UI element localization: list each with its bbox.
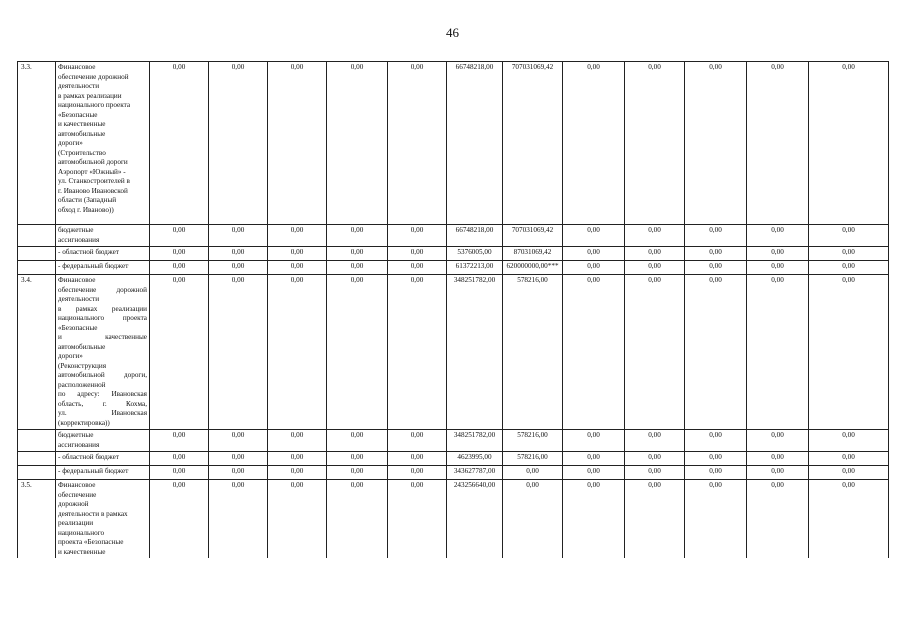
- description-line: обеспечение дорожной: [58, 285, 147, 294]
- value-cell: 0,00: [209, 480, 268, 559]
- budget-table: [17, 61, 889, 558]
- value-cell: 343627787,00: [447, 466, 503, 480]
- description-line: дороги»: [58, 139, 83, 147]
- value-cell: 0,00: [388, 275, 447, 430]
- description-line: бюджетные: [58, 226, 94, 234]
- row-description-cell: [56, 261, 150, 275]
- value-cell: 0,00: [503, 480, 563, 559]
- value-cell: 0,00: [388, 62, 447, 225]
- value-cell: 620000000,00***: [503, 261, 563, 275]
- value-cell: 4623995,00: [447, 452, 503, 466]
- description-line: (Строительство: [58, 148, 106, 157]
- table-row: [18, 452, 889, 466]
- description-line: Финансовое: [58, 63, 96, 71]
- description-line: ассигнования: [58, 235, 100, 244]
- value-cell: 0,00: [268, 430, 327, 452]
- value-cell: 0,00: [685, 452, 747, 466]
- description-line: и качественные: [58, 547, 106, 556]
- value-cell: 0,00: [625, 261, 685, 275]
- value-cell: 0,00: [563, 225, 625, 247]
- value-cell: 0,00: [327, 261, 388, 275]
- value-cell: 0,00: [747, 247, 809, 261]
- value-cell: 0,00: [747, 261, 809, 275]
- description-line: обеспечение дорожной: [58, 72, 129, 81]
- value-cell: 87031069,42: [503, 247, 563, 261]
- value-cell: 0,00: [209, 62, 268, 225]
- value-cell: 0,00: [388, 466, 447, 480]
- value-cell: 0,00: [625, 430, 685, 452]
- value-cell: 0,00: [268, 247, 327, 261]
- description-line: деятельности: [58, 82, 100, 90]
- description-line: область, г. Кохма,: [58, 399, 147, 408]
- value-cell: 0,00: [209, 430, 268, 452]
- value-cell: 0,00: [150, 480, 209, 559]
- row-index-cell: 3.5.: [18, 480, 56, 559]
- description-line: «Безопасные: [58, 323, 98, 332]
- value-cell: 0,00: [563, 62, 625, 225]
- value-cell: 0,00: [747, 62, 809, 225]
- description-line: деятельности в рамках: [58, 509, 128, 518]
- row-index-cell: [18, 430, 56, 452]
- description-line: - областной бюджет: [58, 453, 119, 461]
- value-cell: 66748218,00: [447, 62, 503, 225]
- value-cell: 0,00: [747, 430, 809, 452]
- description-line: автомобильной дороги: [58, 158, 128, 166]
- value-cell: 0,00: [625, 466, 685, 480]
- value-cell: 0,00: [327, 275, 388, 430]
- value-cell: 0,00: [685, 430, 747, 452]
- description-line: обход г. Иваново)): [58, 205, 114, 214]
- description-line: дороги»: [58, 352, 83, 360]
- value-cell: 0,00: [625, 62, 685, 225]
- value-cell: 0,00: [150, 225, 209, 247]
- value-cell: 0,00: [563, 247, 625, 261]
- table-row: [18, 480, 889, 559]
- value-cell: 578216,00: [503, 430, 563, 452]
- description-line: дорожной: [58, 500, 89, 508]
- value-cell: 0,00: [809, 225, 889, 247]
- description-line: Финансовое: [58, 481, 96, 489]
- value-cell: 0,00: [747, 225, 809, 247]
- row-description-cell: [56, 466, 150, 480]
- value-cell: 0,00: [388, 430, 447, 452]
- description-line: деятельности: [58, 295, 100, 303]
- table-row: [18, 466, 889, 480]
- value-cell: 0,00: [685, 275, 747, 430]
- value-cell: 0,00: [809, 275, 889, 430]
- row-index-cell: [18, 261, 56, 275]
- row-description-cell: [56, 430, 150, 452]
- value-cell: 0,00: [625, 480, 685, 559]
- value-cell: 707031069,42: [503, 62, 563, 225]
- value-cell: 0,00: [388, 452, 447, 466]
- description-line: - областной бюджет: [58, 248, 119, 256]
- value-cell: 0,00: [388, 225, 447, 247]
- value-cell: 0,00: [388, 261, 447, 275]
- value-cell: 0,00: [563, 480, 625, 559]
- row-description-cell: [56, 275, 150, 430]
- value-cell: 0,00: [563, 466, 625, 480]
- description-line: Аэропорт «Южный» -: [58, 167, 126, 176]
- value-cell: 0,00: [268, 62, 327, 225]
- description-line: национального проекта: [58, 101, 131, 109]
- value-cell: 0,00: [268, 225, 327, 247]
- value-cell: 0,00: [809, 430, 889, 452]
- table-row: [18, 225, 889, 247]
- value-cell: 0,00: [268, 480, 327, 559]
- description-line: - федеральный бюджет: [58, 467, 129, 475]
- value-cell: 0,00: [809, 62, 889, 225]
- value-cell: 243256640,00: [447, 480, 503, 559]
- description-line: ул. Станкостроителей в: [58, 177, 130, 185]
- row-index-cell: 3.4.: [18, 275, 56, 430]
- value-cell: 0,00: [563, 452, 625, 466]
- value-cell: 0,00: [388, 247, 447, 261]
- table-row: [18, 430, 889, 452]
- description-line: Финансовое: [58, 276, 96, 284]
- value-cell: 61372213,00: [447, 261, 503, 275]
- value-cell: 0,00: [809, 247, 889, 261]
- value-cell: 0,00: [685, 261, 747, 275]
- value-cell: 0,00: [327, 247, 388, 261]
- value-cell: 0,00: [209, 247, 268, 261]
- value-cell: 578216,00: [503, 452, 563, 466]
- table-row: [18, 261, 889, 275]
- value-cell: 0,00: [327, 466, 388, 480]
- description-line: и качественные: [58, 120, 106, 128]
- row-index-cell: [18, 225, 56, 247]
- description-line: области (Западный: [58, 196, 117, 204]
- value-cell: 0,00: [388, 480, 447, 559]
- description-line: обеспечение: [58, 490, 97, 499]
- value-cell: 0,00: [150, 452, 209, 466]
- description-line: - федеральный бюджет: [58, 262, 129, 270]
- value-cell: 0,00: [625, 225, 685, 247]
- value-cell: 348251782,00: [447, 275, 503, 430]
- description-line: «Безопасные: [58, 110, 98, 119]
- value-cell: 0,00: [209, 275, 268, 430]
- description-line: автомобильной дороги,: [58, 371, 147, 379]
- value-cell: 0,00: [809, 452, 889, 466]
- value-cell: 0,00: [685, 247, 747, 261]
- value-cell: 0,00: [268, 452, 327, 466]
- table-row: [18, 247, 889, 261]
- page-number: 46: [446, 25, 459, 40]
- description-line: (Реконструкция: [58, 361, 107, 370]
- value-cell: 0,00: [685, 225, 747, 247]
- description-line: по адресу: Ивановская: [58, 390, 147, 398]
- description-line: национального: [58, 528, 105, 537]
- description-line: расположенной: [58, 380, 106, 389]
- value-cell: 0,00: [327, 225, 388, 247]
- value-cell: 0,00: [809, 466, 889, 480]
- value-cell: 348251782,00: [447, 430, 503, 452]
- value-cell: 0,00: [150, 275, 209, 430]
- row-description-cell: [56, 62, 150, 225]
- row-description-cell: [56, 247, 150, 261]
- value-cell: 0,00: [625, 452, 685, 466]
- value-cell: 0,00: [150, 247, 209, 261]
- value-cell: 0,00: [209, 452, 268, 466]
- value-cell: 0,00: [150, 430, 209, 452]
- value-cell: 0,00: [685, 466, 747, 480]
- value-cell: 0,00: [809, 480, 889, 559]
- description-line: (корректировка)): [58, 418, 110, 427]
- row-index-cell: [18, 466, 56, 480]
- value-cell: 0,00: [268, 466, 327, 480]
- value-cell: 0,00: [150, 466, 209, 480]
- row-index-cell: [18, 247, 56, 261]
- value-cell: 0,00: [268, 275, 327, 430]
- description-line: и качественные: [58, 333, 147, 341]
- value-cell: 0,00: [209, 261, 268, 275]
- value-cell: 0,00: [327, 62, 388, 225]
- description-line: в рамках реализации: [58, 91, 122, 100]
- value-cell: 0,00: [685, 62, 747, 225]
- value-cell: 0,00: [503, 466, 563, 480]
- value-cell: 578216,00: [503, 275, 563, 430]
- value-cell: 0,00: [625, 247, 685, 261]
- value-cell: 0,00: [625, 275, 685, 430]
- description-line: автомобильные: [58, 342, 106, 351]
- description-line: национального проекта: [58, 314, 147, 322]
- value-cell: 0,00: [563, 430, 625, 452]
- description-line: бюджетные: [58, 431, 94, 439]
- table-row: [18, 62, 889, 225]
- value-cell: 0,00: [563, 275, 625, 430]
- value-cell: 0,00: [327, 430, 388, 452]
- value-cell: 0,00: [809, 261, 889, 275]
- value-cell: 0,00: [327, 452, 388, 466]
- value-cell: 5376005,00: [447, 247, 503, 261]
- value-cell: 0,00: [747, 275, 809, 430]
- description-line: проекта «Безопасные: [58, 538, 124, 546]
- description-line: ассигнования: [58, 440, 100, 449]
- table-row: [18, 275, 889, 430]
- value-cell: 0,00: [747, 480, 809, 559]
- row-description-cell: [56, 452, 150, 466]
- description-line: автомобильные: [58, 129, 106, 138]
- value-cell: 0,00: [747, 452, 809, 466]
- row-description-cell: [56, 480, 150, 559]
- row-index-cell: 3.3.: [18, 62, 56, 225]
- value-cell: 0,00: [209, 225, 268, 247]
- value-cell: 707031069,42: [503, 225, 563, 247]
- description-line: реализации: [58, 519, 94, 527]
- description-line: в рамках реализации: [58, 304, 147, 313]
- value-cell: 0,00: [327, 480, 388, 559]
- value-cell: 0,00: [747, 466, 809, 480]
- value-cell: 0,00: [150, 261, 209, 275]
- value-cell: 66748218,00: [447, 225, 503, 247]
- value-cell: 0,00: [563, 261, 625, 275]
- value-cell: 0,00: [685, 480, 747, 559]
- value-cell: 0,00: [268, 261, 327, 275]
- description-line: ул. Ивановская: [58, 409, 147, 417]
- description-line: г. Иваново Ивановской: [58, 186, 128, 195]
- value-cell: 0,00: [209, 466, 268, 480]
- value-cell: 0,00: [150, 62, 209, 225]
- row-index-cell: [18, 452, 56, 466]
- row-description-cell: [56, 225, 150, 247]
